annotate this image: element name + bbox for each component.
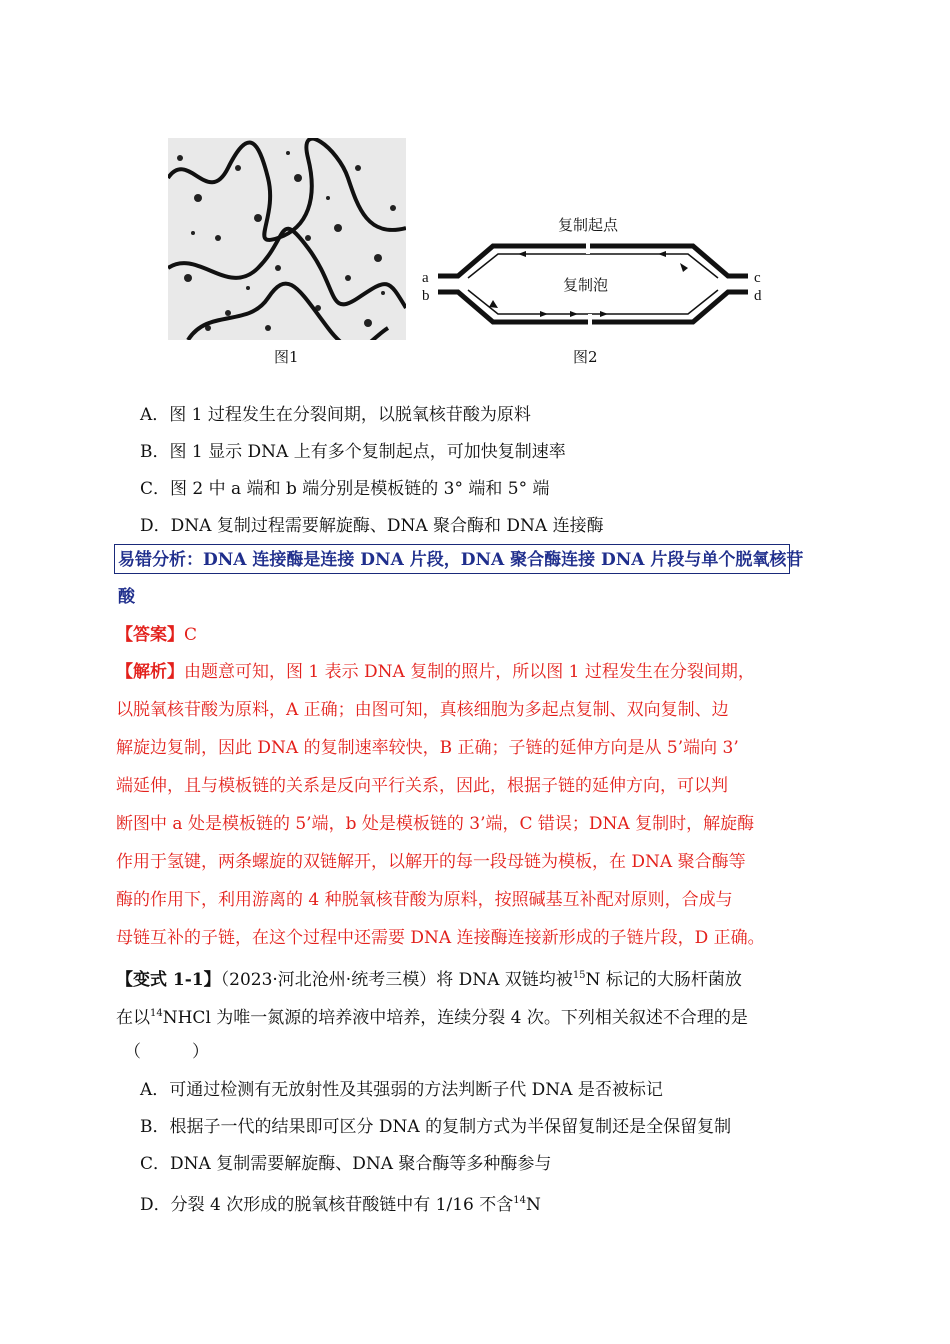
- q2-sup15: 15: [572, 970, 586, 981]
- error-analysis-line2: 酸: [118, 587, 135, 607]
- analysis-line-7: 酶的作用下，利用游离的 4 种脱氧核苷酸为原料，按照碱基互补配对原则，合成与: [116, 890, 733, 910]
- analysis-line-4: 端延伸，且与模板链的关系是反向平行关系，因此，根据子链的延伸方向，可以判: [116, 776, 728, 796]
- label-c: c: [754, 270, 761, 286]
- analysis-line-8: 母链互补的子链，在这个过程中还需要 DNA 连接酶连接新形成的子链片段，D 正确。: [116, 928, 765, 948]
- q2-line2-part2: NHCl 为唯一氮源的培养液中培养，连续分裂 4 次。下列相关叙述不合理的是: [162, 1008, 748, 1028]
- q2-stem-part2: N 标记的大肠杆菌放: [585, 970, 742, 990]
- q2-stem-line2: [116, 1003, 748, 1029]
- analysis-text-1: 由题意可知，图 1 表示 DNA 复制的照片，所以图 1 过程发生在分裂间期，: [184, 662, 755, 682]
- answer-label: 【答案】: [116, 625, 184, 645]
- q2-label: 【变式 1-1】: [116, 970, 221, 990]
- error-analysis-line1: 易错分析：DNA 连接酶是连接 DNA 片段，DNA 聚合酶连接 DNA 片段与单个脱氧核苷: [118, 550, 804, 570]
- analysis-line-6: 作用于氢键，两条螺旋的双链解开，以解开的每一段母链为模板，在 DNA 聚合酶等: [116, 852, 746, 872]
- q2-answer-paren: （ ）: [124, 1042, 209, 1062]
- q1-option-b: B．图 1 显示 DNA 上有多个复制起点，可加快复制速率: [140, 442, 566, 462]
- q1-option-c: C．图 2 中 a 端和 b 端分别是模板链的 3° 端和 5° 端: [140, 479, 550, 499]
- q2-stem-part1: （2023·河北沧州·统考三模）将 DNA 双链均被: [220, 970, 573, 990]
- figure-area: [168, 138, 788, 368]
- q2-option-d-text: D．分裂 4 次形成的脱氧核苷酸链中有 1/16 不含: [140, 1195, 514, 1215]
- answer-line: [116, 624, 197, 646]
- label-origin: 复制起点: [558, 217, 619, 234]
- analysis-line-2: 以脱氧核苷酸为原料，A 正确；由图可知，真核细胞为多起点复制、双向复制、边: [116, 700, 729, 720]
- label-b: b: [422, 288, 430, 304]
- analysis-line-1: [116, 661, 755, 683]
- figure2-caption: 图2: [573, 348, 598, 366]
- analysis-line-5: 断图中 a 处是模板链的 5’端，b 处是模板链的 3’端，C 错误；DNA 复制时，解旋酶: [116, 814, 755, 834]
- q2-option-b: B．根据子一代的结果即可区分 DNA 的复制方式为半保留复制还是全保留复制: [140, 1117, 732, 1137]
- q2-option-d-end: N: [525, 1195, 541, 1215]
- answer-value: C: [184, 625, 198, 645]
- dna-micrograph-image: [168, 138, 406, 340]
- analysis-label: 【解析】: [116, 662, 184, 682]
- q2-option-d-sup: 14: [513, 1195, 526, 1206]
- q2-line2-part1: 在以: [116, 1008, 150, 1028]
- q2-option-a: A．可通过检测有无放射性及其强弱的方法判断子代 DNA 是否被标记: [140, 1080, 663, 1100]
- replication-bubble-diagram: [418, 208, 768, 338]
- label-d: d: [754, 288, 762, 304]
- q2-option-c: C．DNA 复制需要解旋酶、DNA 聚合酶等多种酶参与: [140, 1154, 552, 1174]
- q2-stem-line1: [116, 965, 742, 991]
- q2-sup14: 14: [150, 1008, 163, 1019]
- analysis-line-3: 解旋边复制，因此 DNA 的复制速率较快，B 正确；子链的延伸方向是从 5’端向 3’: [116, 738, 739, 758]
- label-a: a: [422, 270, 429, 286]
- q2-option-d: [140, 1190, 541, 1216]
- figure1-caption: 图1: [274, 348, 299, 366]
- q1-option-d: D．DNA 复制过程需要解旋酶、DNA 聚合酶和 DNA 连接酶: [140, 516, 604, 536]
- q1-option-a: A．图 1 过程发生在分裂间期，以脱氧核苷酸为原料: [140, 405, 531, 425]
- label-bubble: 复制泡: [563, 277, 609, 294]
